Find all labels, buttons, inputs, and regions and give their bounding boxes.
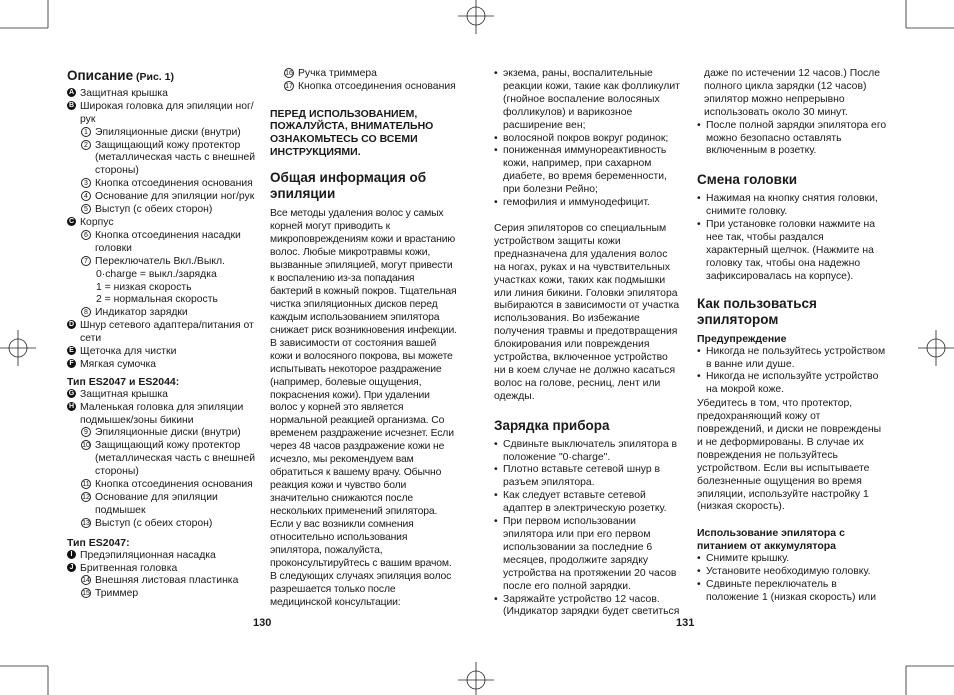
figure-ref: (Рис. 1) — [136, 71, 174, 83]
list-item — [67, 427, 259, 440]
item-text: Ручка триммера — [298, 68, 377, 79]
list-item — [67, 217, 259, 230]
list-item — [67, 269, 259, 282]
item-text: Триммер — [95, 588, 139, 600]
list-item — [67, 492, 259, 518]
list-item — [67, 191, 259, 204]
item-text: Основание для эпиляции ног/рук — [95, 191, 255, 203]
letter-badge-icon: C — [68, 217, 75, 225]
section-heading: Смена головки — [697, 172, 798, 188]
item-text: Внешняя листовая пластинка — [95, 575, 239, 587]
page-number: 130 — [253, 617, 272, 629]
bullet-list — [697, 346, 887, 398]
letter-badge-icon: E — [67, 346, 76, 355]
bullet-item: • Снимите крышку. — [697, 553, 887, 566]
bullet-item: • При первом использовании эпилятора или при его первом использовании за последние 6 месяцев, продолжите зарядку устройства на протяжении 20 часов после его полной зарядки. — [494, 516, 680, 593]
bullet-item: • Сдвиньте переключатель в положение 1 (низкая скорость) или — [697, 579, 887, 605]
section-heading: Зарядка прибора — [494, 417, 610, 433]
parts-list — [270, 68, 458, 94]
body-text: Все методы удаления волос у самых корней могут приводить к микроповреждениям кожи и врастанию волос. Любые микротравмы кожи, вызванные эпиляцией, могут привести к воспалению из-за попадания бактерий в кожный покров. Тщательная чистка эпиляционных дисков перед каждым использованием эпилятора снижает риск возникновения инфекции. В зависимости от состояния вашей кожи и волосяного покрова, вы можете испытывать некоторое раздражение (например, болевые ощущения, покраснения кожи). При удалении волос у корней это является нормальной реакцией организма. Со временем раздражение исчезнет. Если через 48 часов раздражение кожи не исчезло, мы рекомендуем вам обратиться к вашему врачу. Обычно реакция кожи и чувство боли значительно снижаются после нескольких применений эпилятора. Если у вас возникли сомнения относительно использования эпилятора, пожалуйста, проконсультируйтесь с вашим врачом. В следующих случаях эпиляция волос разрешается только после медицинской консультации: — [270, 208, 457, 608]
list-item — [67, 101, 259, 127]
item-text: Маленькая головка для эпиляции подмышек/зоны бикини — [80, 401, 244, 426]
letter-badge-icon: A — [68, 88, 75, 96]
bullet-item: • Как следует вставьте сетевой адаптер в электрическую розетку. — [494, 490, 680, 516]
bullet-item: • экзема, раны, воспалительные реакции кожи, такие как фолликулит (гнойное воспаление волосяных фолликулов) и варикозное расширение вен; — [494, 68, 680, 133]
bullet-item: • Установите необходимую головку. — [697, 566, 887, 579]
circled-number-icon: 2 — [81, 140, 91, 150]
circled-number-icon: 12 — [82, 494, 90, 501]
column-3 — [494, 68, 680, 619]
bullet-item: • При установке головки нажмите на нее так, чтобы раздался характерный щелчок. (Нажмите на головку так, чтобы она надежно зафиксировалась на корпусе). — [697, 219, 887, 284]
item-text: Кнопка отсоединения основания — [298, 80, 456, 92]
item-text: Эпиляционные диски (внутри) — [95, 427, 241, 439]
section-heading: Как пользоваться эпилятором — [697, 295, 817, 327]
item-text: Выступ (с обеих сторон) — [95, 204, 213, 216]
subheading: Использование эпилятора с питанием от аккумулятора — [697, 527, 845, 553]
list-item — [67, 588, 259, 601]
list-item — [67, 359, 259, 372]
item-text: Мягкая сумочка — [80, 358, 157, 370]
bullet-item: • Нажимая на кнопку снятия головки, снимите головку. — [697, 193, 887, 219]
list-item — [67, 204, 259, 217]
list-item — [67, 518, 259, 531]
item-text: Защитная крышка — [80, 87, 168, 99]
bullet-item: • гемофилия и иммунодефицит. — [494, 197, 680, 210]
bullet-item: • Сдвиньте выключатель эпилятора в положение "0·charge". — [494, 439, 680, 465]
circled-number-icon: 1 — [81, 127, 91, 137]
type-heading: Тип ES2047: — [67, 536, 130, 549]
bullet-list — [697, 193, 887, 283]
list-item — [67, 127, 259, 140]
column-2 — [270, 68, 458, 610]
letter-badge-icon: D — [68, 321, 75, 329]
letter-badge-icon: J — [67, 563, 76, 572]
list-item — [67, 550, 259, 563]
bullet-item: • Никогда не используйте устройство на мокрой коже. — [697, 371, 887, 397]
warning-text: ПЕРЕД ИСПОЛЬЗОВАНИЕМ, ПОЖАЛУЙСТА, ВНИМАТЕЛЬНО ОЗНАКОМЬТЕСЬ СО ВСЕМИ ИНСТРУКЦИЯМИ. — [270, 107, 434, 158]
item-text: Шнур сетевого адаптера/питания от сети — [80, 320, 254, 345]
body-text: Убедитесь в том, что протектор, предохраняющий кожу от повреждений, и диски не повреждены и не деформированы. В случае их повреждения не пользуйтесь устройством. Если вы испытываете болезненные ощущения во время эпиляции, используйте настройку 1 (низкая скорость). — [697, 398, 882, 513]
list-item — [67, 575, 259, 588]
circled-number-icon: 4 — [81, 191, 91, 201]
list-item — [67, 140, 259, 179]
list-item — [67, 307, 259, 320]
bullet-item: • волосяной покров вокруг родинок; — [494, 133, 680, 146]
item-text: Выступ (с обеих сторон) — [95, 517, 213, 529]
item-text: Защищающий кожу протектор (металлическая часть с внешней стороны) — [95, 440, 256, 478]
item-text: Корпус — [80, 216, 114, 228]
warning-title: Предупреждение — [697, 332, 787, 345]
list-item — [67, 389, 259, 402]
list-item — [67, 282, 259, 295]
circled-number-icon: 3 — [81, 178, 91, 188]
list-item — [67, 320, 259, 346]
list-item — [67, 88, 259, 101]
item-text: Эпиляционные диски (внутри) — [95, 126, 241, 138]
circled-number-icon: 5 — [81, 204, 91, 214]
list-item — [67, 178, 259, 191]
list-item — [270, 68, 458, 81]
list-item — [67, 479, 259, 492]
bullet-item: • Никогда не пользуйтесь устройством в ванне или душе. — [697, 346, 887, 372]
list-item — [67, 294, 259, 307]
list-item — [67, 402, 259, 428]
circled-number-icon: 15 — [82, 590, 90, 598]
circled-number-icon: 6 — [81, 230, 91, 240]
column-1 — [67, 68, 259, 601]
bullet-item: • После полной зарядки эпилятора его можно безопасно оставлять включенным в розетку. — [697, 120, 887, 159]
list-item — [67, 256, 259, 269]
parts-list — [67, 88, 259, 372]
column-4 — [697, 68, 887, 605]
item-text: Переключатель Вкл./Выкл. — [95, 255, 225, 267]
circled-number-icon: 8 — [81, 307, 91, 317]
bullet-list — [494, 68, 680, 210]
item-text: Защищающий кожу протектор (металлическая часть с внешней стороны) — [95, 139, 256, 177]
list-item — [67, 346, 259, 359]
item-text: 0·charge = выкл./зарядка — [96, 268, 217, 280]
letter-badge-icon: F — [67, 359, 76, 368]
item-text: Кнопка отсоединения основания — [95, 479, 253, 491]
item-text: Кнопка отсоединения основания — [95, 178, 253, 190]
section-heading: Описание — [67, 68, 134, 83]
letter-badge-icon: G — [68, 389, 75, 397]
list-item — [270, 81, 458, 94]
item-text: Кнопка отсоединения насадки головки — [95, 229, 241, 254]
item-text: Щеточка для чистки — [80, 346, 177, 358]
section-heading: Общая информация об эпиляции — [270, 170, 427, 202]
circled-number-icon: 11 — [82, 481, 90, 489]
circled-number-icon: 7 — [81, 256, 91, 266]
bullet-list — [697, 553, 887, 605]
letter-badge-icon: H — [68, 402, 75, 410]
body-text: даже по истечении 12 часов.) После полного цикла зарядки (12 часов) эпилятор можно непрерывно использовать около 30 минут. — [704, 68, 881, 118]
item-text: 1 = низкая скорость — [96, 281, 192, 293]
bullet-item: • Плотно вставьте сетевой шнур в разъем эпилятора. — [494, 464, 680, 490]
list-item — [67, 563, 259, 576]
letter-badge-icon: I — [67, 550, 76, 559]
bullet-item: • Заряжайте устройство 12 часов. (Индикатор зарядки будет светиться — [494, 594, 680, 620]
parts-list — [67, 550, 259, 602]
circled-number-icon: 14 — [82, 577, 90, 585]
body-text: Серия эпиляторов со специальным устройством защиты кожи предназначена для удаления волос на ногах, руках и на чувствительных участках кожи, таких как подмышки или линия бикини. Головки эпилятора выбираются в зависимости от участка использования. Во избежание получения травмы и предотвращения блокирования или повреждения устройства, включенное устройство ни в коем случае не должно касаться волос на голове, ресниц, лент или одежды. — [494, 222, 680, 402]
item-text: Бритвенная головка — [80, 562, 178, 574]
bullet-list — [697, 120, 887, 159]
circled-number-icon: 13 — [82, 519, 90, 527]
circled-number-icon: 10 — [82, 442, 90, 450]
item-text: Основание для эпиляции подмышек — [95, 492, 218, 516]
letter-badge-icon: B — [68, 101, 75, 109]
item-text: Широкая головка для эпиляции ног/рук — [80, 100, 254, 125]
bullet-item: • пониженная иммунореактивность кожи, например, при сахарном диабете, во время беременности, при болезни Рейно; — [494, 145, 680, 197]
item-text: Предэпиляционная насадка — [80, 549, 216, 561]
item-text: 2 = нормальная скорость — [96, 294, 218, 306]
parts-list — [67, 389, 259, 531]
item-text: Индикатор зарядки — [95, 307, 188, 319]
type-heading: Тип ES2047 и ES2044: — [67, 375, 180, 388]
circled-number-icon: 17 — [285, 82, 293, 90]
list-item — [67, 440, 259, 479]
list-item — [67, 230, 259, 256]
bullet-list — [494, 439, 680, 620]
page-number: 131 — [676, 617, 695, 629]
circled-number-icon: 16 — [285, 70, 293, 77]
item-text: Защитная крышка — [80, 388, 168, 400]
circled-number-icon: 9 — [81, 427, 91, 437]
